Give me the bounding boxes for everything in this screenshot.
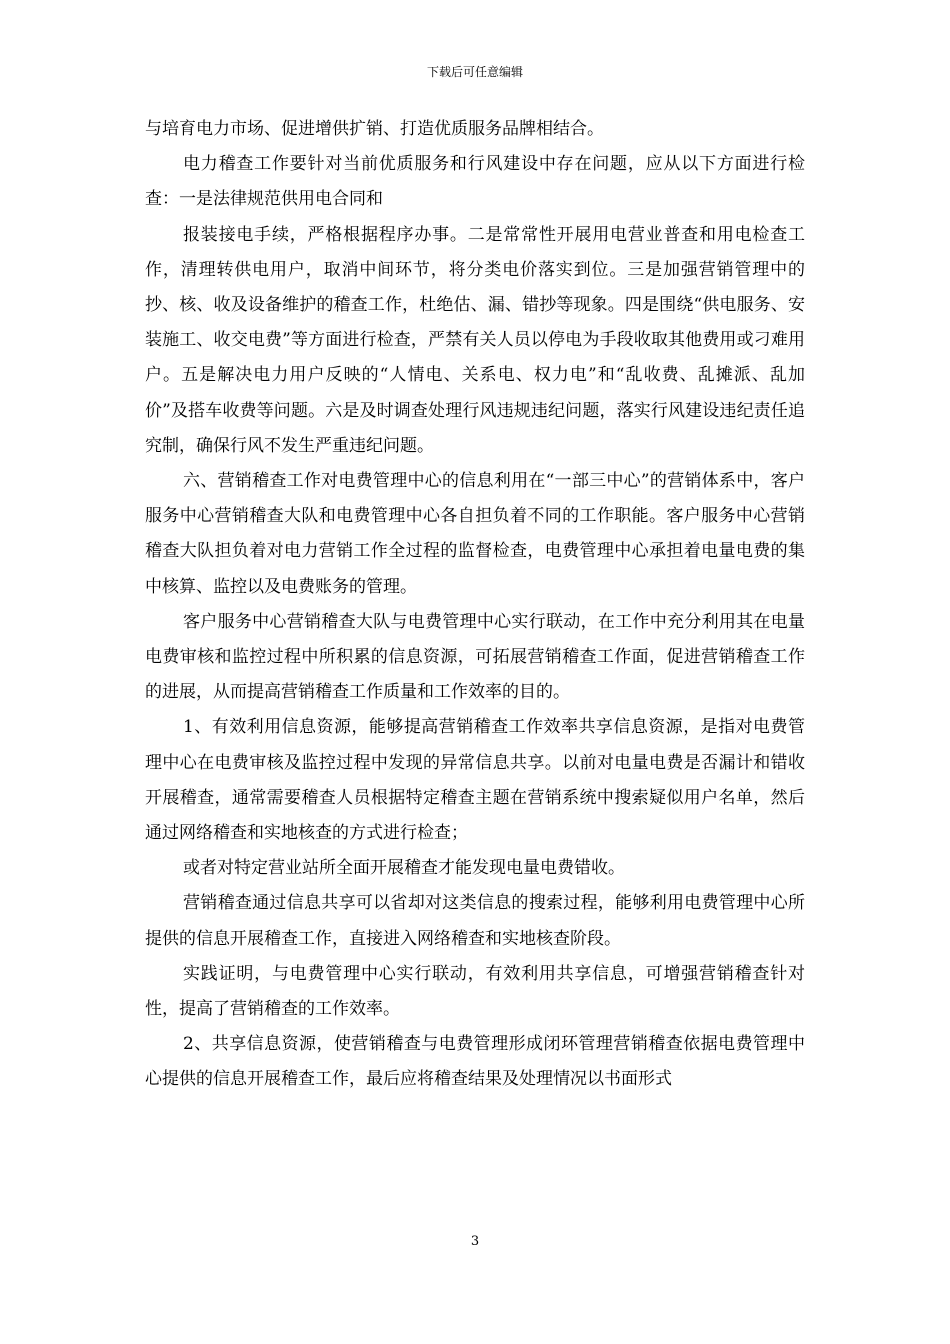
page-header: 下载后可任意编辑	[426, 65, 523, 79]
paragraph-7: 或者对特定营业站所全面开展稽查才能发现电量电费错收。	[183, 858, 625, 879]
paragraph-4: 六、营销稽查工作对电费管理中心的信息利用在“一部三中心”的营销体系中，客户服务中心营销稽查大队和电费管理中心各自担负着不同的工作职能。客户服务中心营销稽查大队担负着对电力营销工作全过程的监督检查，电费管理中心承担着电量电费的集中核算、监控以及电费账务的管理。	[145, 471, 805, 597]
paragraph-1: 与培育电力市场、促进增供扩销、打造优质服务品牌相结合。	[145, 119, 604, 139]
paragraph-9: 实践证明，与电费管理中心实行联动，有效利用共享信息，可增强营销稽查针对性，提高了营销稽查的工作效率。	[145, 963, 805, 1020]
paragraph-3: 报装接电手续，严格根据程序办事。二是常常性开展用电营业普查和用电检查工作，清理转供电用户，取消中间环节，将分类电价落实到位。三是加强营销管理中的抄、核、收及设备维护的稽查工作，杜绝估、漏、错抄等现象。四是围绕“供电服务、安装施工、收交电费”等方面进行检查，严禁有关人员以停电为手段收取其他费用或刁难用户。五是解决电力用户反映的“人情电、关系电、权力电”和“乱收费、乱摊派、乱加价”及搭车收费等问题。六是及时调查处理行风违规违纪问题，落实行风建设违纪责任追究制，确保行风不发生严重违纪问题。	[145, 224, 805, 456]
paragraph-10: 2、共享信息资源，使营销稽查与电费管理形成闭环管理营销稽查依据电费管理中心提供的信息开展稽查工作，最后应将稽查结果及处理情况以书面形式	[145, 1034, 805, 1090]
paragraph-8: 营销稽查通过信息共享可以省却对这类信息的搜索过程，能够利用电费管理中心所提供的信息开展稽查工作，直接进入网络稽查和实地核查阶段。	[145, 893, 805, 949]
paragraph-6: 1、有效利用信息资源，能够提高营销稽查工作效率共享信息资源，是指对电费管理中心在电费审核及监控过程中发现的异常信息共享。以前对电量电费是否漏计和错收开展稽查，通常需要稽查人员根据特定稽查主题在营销系统中搜索疑似用户名单，然后通过网络稽查和实地核查的方式进行检查；	[145, 717, 805, 844]
paragraph-2: 电力稽查工作要针对当前优质服务和行风建设中存在问题，应从以下方面进行检查：一是法律规范供用电合同和	[145, 154, 805, 210]
page-number: 3	[470, 1234, 480, 1249]
document-body	[145, 112, 805, 1098]
paragraph-5: 客户服务中心营销稽查大队与电费管理中心实行联动，在工作中充分利用其在电量电费审核和监控过程中所积累的信息资源，可拓展营销稽查工作面，促进营销稽查工作的进展，从而提高营销稽查工作质量和工作效率的目的。	[145, 611, 805, 703]
